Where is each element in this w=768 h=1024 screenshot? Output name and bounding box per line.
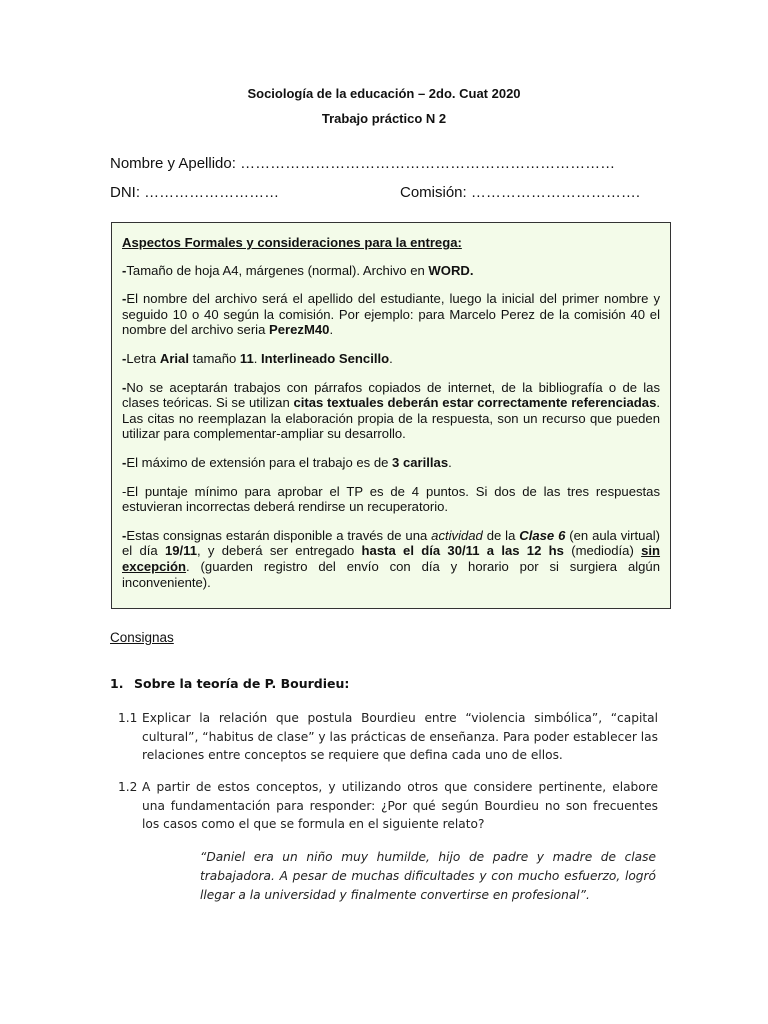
formal-aspects-box bbox=[111, 222, 671, 609]
dni-field: DNI: ……………………… bbox=[110, 184, 280, 201]
rule-font: -Letra Arial tamaño 11. Interlineado Sencillo. bbox=[122, 350, 393, 366]
assignment-title: Trabajo práctico N 2 bbox=[321, 111, 447, 126]
subquestion-1-1-text: Explicar la relación que postula Bourdieu entre “violencia simbólica”, “capital cultural”, “habitus de clase” y las prácticas de enseñanza. Para poder establecer las relaciones entre conceptos se requiere que defina cada uno de ellos. bbox=[142, 711, 658, 762]
consignas-title: Consignas bbox=[110, 630, 174, 645]
rule-file-name: -El nombre del archivo será el apellido del estudiante, luego la inicial del primer nombre y seguido 10 o 40 según la comisión. Por ejemplo: para Marcelo Perez de la comisión 40 el nombre del archivo seria PerezM40. bbox=[122, 291, 660, 338]
subquestion-1-2-number: 1.2 bbox=[118, 780, 138, 794]
rule-max-length: -El máximo de extensión para el trabajo es de 3 carillas. bbox=[122, 454, 452, 470]
rule-deadline: -Estas consignas estarán disponible a través de una actividad de la Clase 6 (en aula virtual) el día 19/11, y deberá ser entregado hasta el día 30/11 a las 12 hs (mediodía) sin excepción. (guarden registro del envío con día y horario por si surgiera algún inconveniente). bbox=[122, 527, 661, 590]
subquestion-1-2-text: A partir de estos conceptos, y utilizando otros que considere pertinente, elabore una fundamentación para responder: ¿Por qué según Bourdieu no son frecuentes los casos como el que se formula en el siguiente relato? bbox=[142, 780, 658, 831]
question-1-text: Sobre la teoría de P. Bourdieu: bbox=[134, 676, 350, 691]
question-1-number: 1. bbox=[110, 676, 124, 691]
rule-paper-size: -Tamaño de hoja A4, márgenes (normal). Archivo en WORD. bbox=[122, 262, 474, 278]
question-1 bbox=[110, 676, 349, 691]
comision-field: Comisión: ……………………………. bbox=[400, 184, 641, 201]
nombre-field: Nombre y Apellido: ………………………………………………………………… bbox=[110, 155, 616, 172]
subquestion-1-2 bbox=[118, 778, 658, 834]
quote-relato: “Daniel era un niño muy humilde, hijo de padre y madre de clase trabajadora. A pesar de muchas dificultades y con mucho esfuerzo, logró llegar a la universidad y finalmente convertirse en profesional”. bbox=[200, 850, 656, 902]
subquestion-1-1 bbox=[118, 709, 658, 765]
rule-min-score: -El puntaje mínimo para aprobar el TP es de 4 puntos. Si dos de las tres respuestas estuvieran incorrectas deberá rendirse un recuperatorio. bbox=[122, 483, 660, 515]
rule-citations: -No se aceptarán trabajos con párrafos copiados de internet, de la bibliografía o de las clases teóricas. Si se utilizan citas textuales deberán estar correctamente referenciadas. Las citas no reemplazan la elaboración propia de la respuesta, son un recurso que pueden utilizar para complementar-ampliar su desarrollo. bbox=[122, 379, 660, 442]
box-heading: Aspectos Formales y consideraciones para la entrega: bbox=[122, 235, 462, 250]
course-title: Sociología de la educación – 2do. Cuat 2020 bbox=[247, 86, 521, 101]
subquestion-1-1-number: 1.1 bbox=[118, 711, 138, 725]
